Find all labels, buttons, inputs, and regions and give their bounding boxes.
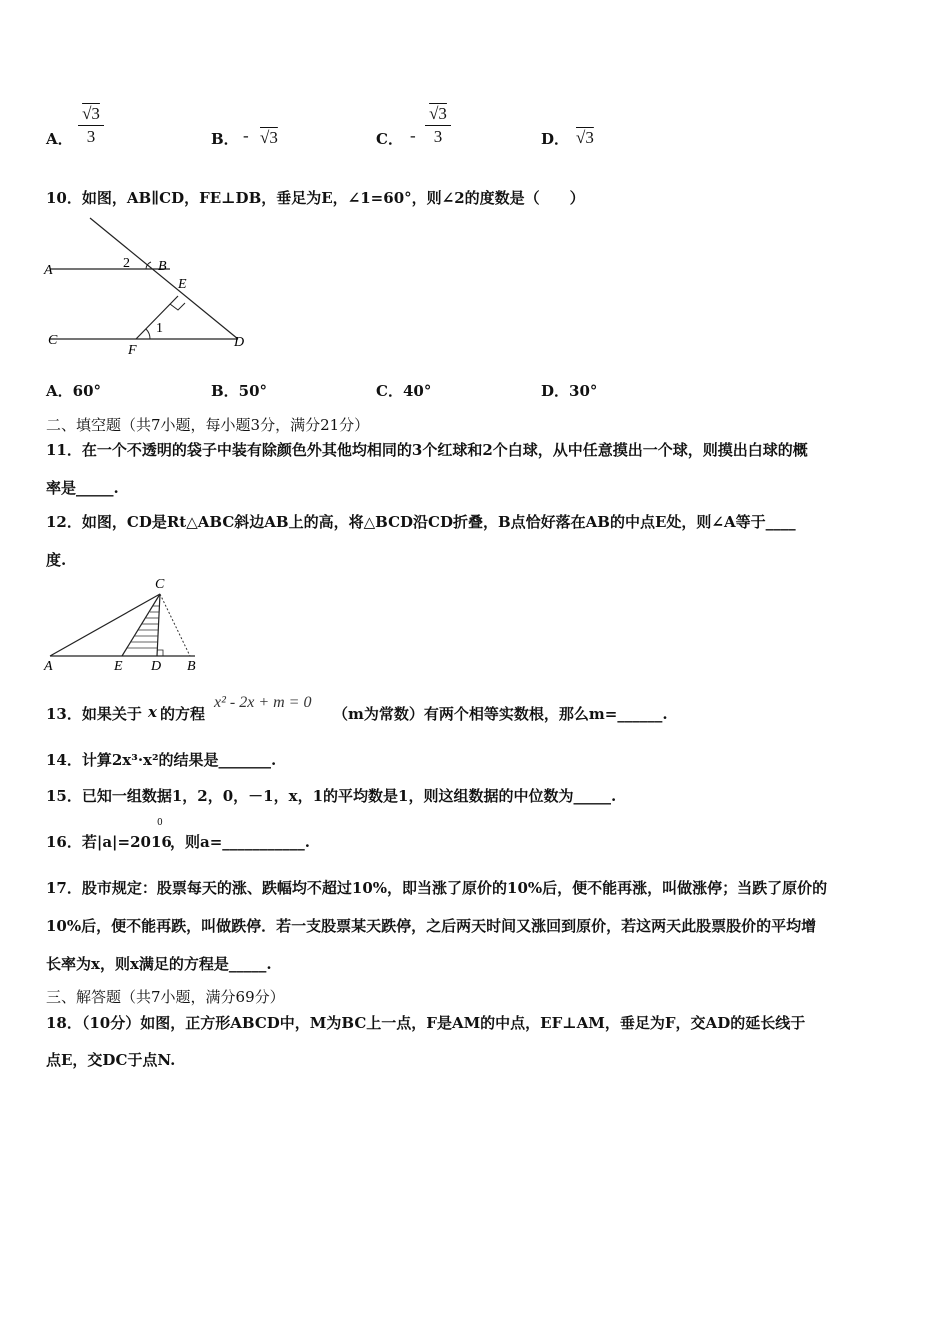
section-3-heading: 三、解答题（共7小题，满分69分） [46, 988, 285, 1006]
q12-line2: 度. [46, 551, 67, 569]
q13-suffix: （m为常数）有两个相等实数根，那么m=______. [333, 705, 668, 723]
q16-suffix: ，则a=___________. [170, 833, 311, 851]
fig10-label-a: A [44, 263, 53, 278]
option-a-fraction: √3 3 [78, 104, 104, 147]
q16-prefix: 16．若|a|=2016 [46, 833, 172, 851]
q11-line1: 11．在一个不透明的袋子中装有除颜色外其他均相同的3个红球和2个白球，从中任意摸出一个球，则摸出白球的概 [46, 441, 808, 459]
option-d-label: D． [541, 130, 570, 148]
q10-option: B．50° [211, 382, 268, 400]
option-b-value: √3 [260, 128, 278, 147]
q15: 15．已知一组数据1，2，0，－1，x，1的平均数是1，则这组数据的中位数为_____. [46, 787, 617, 805]
q13-equation: x² - 2x + m = 0 [214, 694, 312, 711]
fig10-label-d: D [234, 335, 245, 350]
option-b-sign: - [243, 126, 249, 145]
fig12-label-a: A [44, 659, 53, 674]
q17-line2: 10%后，便不能再跌，叫做跌停．若一支股票某天跌停，之后两天时间又涨回到原价，若这两天此股票股价的平均增 [46, 917, 817, 935]
q14: 14．计算2x³·x²的结果是_______. [46, 751, 277, 769]
q16-exponent: 0 [157, 818, 163, 828]
fig10-angle-2: 2 [123, 256, 130, 271]
option-b-label: B． [211, 130, 239, 148]
q13-prefix: 13．如果关于 [46, 705, 142, 723]
fig12-label-d: D [151, 659, 162, 674]
option-c-sign: - [410, 126, 416, 145]
option-d-value: √3 [576, 128, 594, 147]
q10-option: A．60° [46, 382, 102, 400]
q10-figure [40, 212, 260, 360]
q11-line2: 率是_____. [46, 479, 119, 497]
q13-variable: x [148, 703, 157, 721]
option-c-fraction: √3 3 [425, 104, 451, 147]
fig12-label-e: E [114, 659, 123, 674]
q17-line1: 17．股市规定：股票每天的涨、跌幅均不超过10%，即当涨了原价的10%后，便不能再涨，叫做涨停；当跌了原价的 [46, 879, 828, 897]
q10-stem: 10．如图，AB∥CD，FE⊥DB，垂足为E，∠1=60°，则∠2的度数是（ ） [46, 189, 585, 207]
option-c-label: C． [376, 130, 403, 148]
q18-line1: 18．（10分）如图，正方形ABCD中，M为BC上一点，F是AM的中点，EF⊥AM，垂足为F，交AD的延长线于 [46, 1014, 806, 1032]
q18-line2: 点E，交DC于点N. [46, 1051, 176, 1069]
q10-option: C．40° [376, 382, 432, 400]
q12-figure [40, 574, 210, 674]
q13-mid: 的方程 [160, 705, 206, 723]
fig12-label-b: B [187, 659, 196, 674]
q12-line1: 12．如图，CD是Rt△ABC斜边AB上的高，将△BCD沿CD折叠，B点恰好落在AB的中点E处，则∠A等于____ [46, 513, 796, 531]
section-2-heading: 二、填空题（共7小题，每小题3分，满分21分） [46, 416, 370, 434]
fig10-label-b: B [158, 259, 167, 274]
fig10-label-e: E [178, 277, 187, 292]
fig10-angle-1: 1 [156, 321, 163, 336]
q17-line3: 长率为x，则x满足的方程是_____. [46, 955, 272, 973]
fig10-label-c: C [48, 333, 58, 348]
q10-option: D．30° [541, 382, 598, 400]
fig12-label-c: C [155, 577, 165, 592]
fig10-label-f: F [128, 343, 137, 358]
option-a-label: A． [46, 130, 73, 148]
